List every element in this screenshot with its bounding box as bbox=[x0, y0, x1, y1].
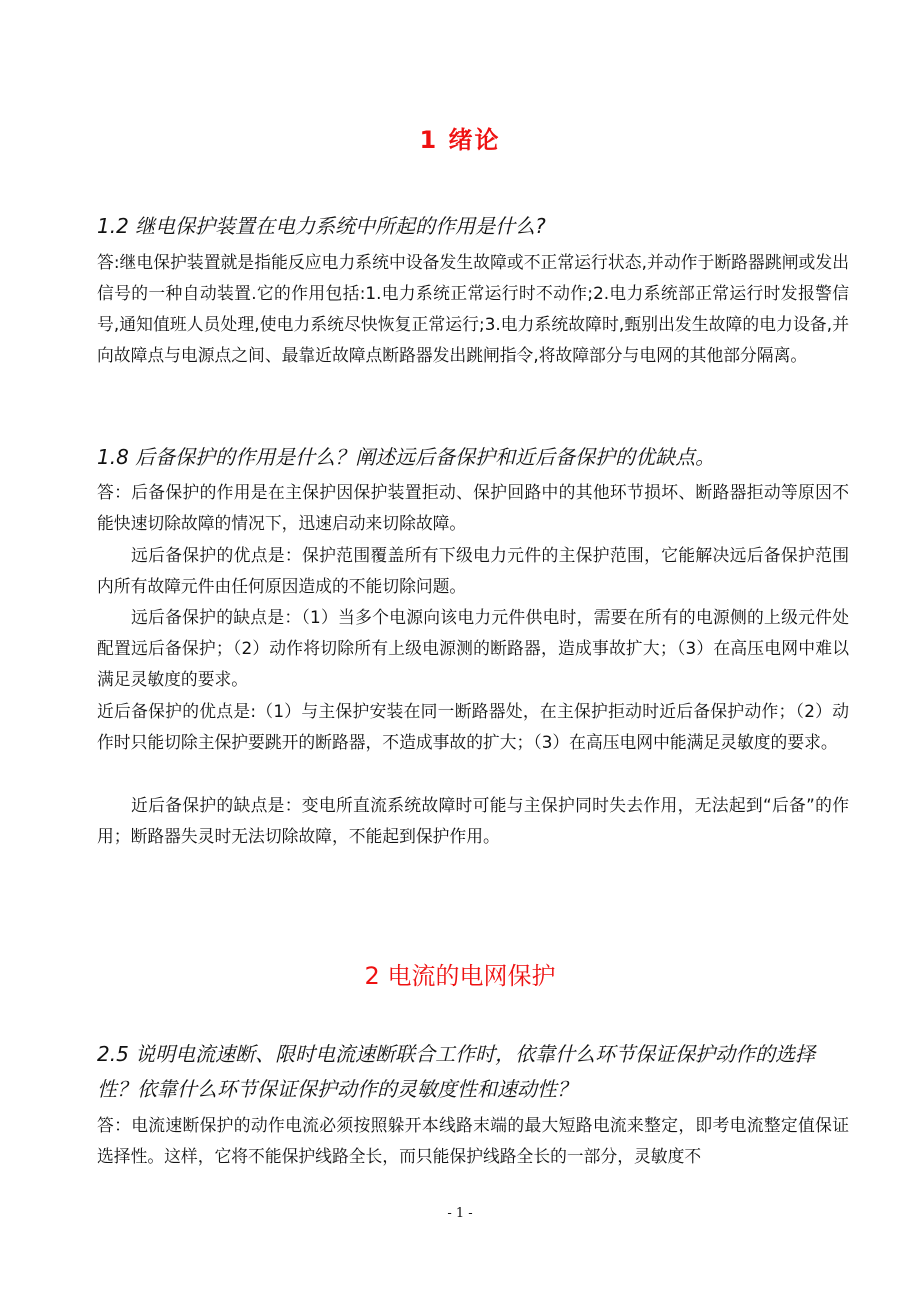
chapter-1-title: 1 绪论 bbox=[419, 126, 501, 154]
chapter-2-title: 2 电流的电网保护 bbox=[364, 962, 556, 990]
question-1-8: 1.8 后备保护的作用是什么？阐述远后备保护和近后备保护的优缺点。 bbox=[97, 445, 716, 469]
answer-1-8-remote-pros: 远后备保护的优点是：保护范围覆盖所有下级电力元件的主保护范围，它能解决远后备保护范围内所有故障元件由任何原因造成的不能切除问题。 bbox=[97, 545, 849, 596]
answer-1-8-local-pros: 近后备保护的优点是:（1）与主保护安装在同一断路器处，在主保护拒动时近后备保护动作；（2）动作时只能切除主保护要跳开的断路器，不造成事故的扩大；（3）在高压电网中能满足灵敏度的要求。 bbox=[97, 701, 849, 752]
answer-1-8-intro: 答：后备保护的作用是在主保护因保护装置拒动、保护回路中的其他环节损坏、断路器拒动等原因不能快速切除故障的情况下，迅速启动来切除故障。 bbox=[97, 482, 849, 533]
answer-2-5: 答：电流速断保护的动作电流必须按照躲开本线路末端的最大短路电流来整定，即考电流整定值保证选择性。这样，它将不能保护线路全长，而只能保护线路全长的一部分，灵敏度不 bbox=[97, 1115, 849, 1166]
page-number: - 1 - bbox=[447, 1206, 473, 1221]
answer-1-8-local-cons: 近后备保护的缺点是：变电所直流系统故障时可能与主保护同时失去作用，无法起到“后备”的作用；断路器失灵时无法切除故障，不能起到保护作用。 bbox=[97, 795, 849, 846]
answer-1-2: 答:继电保护装置就是指能反应电力系统中设备发生故障或不正常运行状态,并动作于断路器跳闸或发出信号的一种自动装置.它的作用包括:1.电力系统正常运行时不动作;2.电力系统部正常运行时发报警信号,通知值班人员处理,使电力系统尽快恢复正常运行;3.电力系统故障时,甄别出发生故障的电力设备,并向故障点与电源点之间、最靠近故障点断路器发出跳闸指令,将故障部分与电网的其他部分隔离。 bbox=[97, 252, 849, 365]
answer-1-8-remote-cons: 远后备保护的缺点是：（1）当多个电源向该电力元件供电时，需要在所有的电源侧的上级元件处配置远后备保护；（2）动作将切除所有上级电源测的断路器，造成事故扩大；（3）在高压电网中难以满足灵敏度的要求。 bbox=[97, 607, 849, 689]
question-1-2: 1.2 继电保护装置在电力系统中所起的作用是什么? bbox=[97, 214, 546, 238]
question-2-5: 2.5 说明电流速断、限时电流速断联合工作时，依靠什么环节保证保护动作的选择性？依靠什么环节保证保护动作的灵敏度性和速动性？ bbox=[97, 1042, 816, 1101]
